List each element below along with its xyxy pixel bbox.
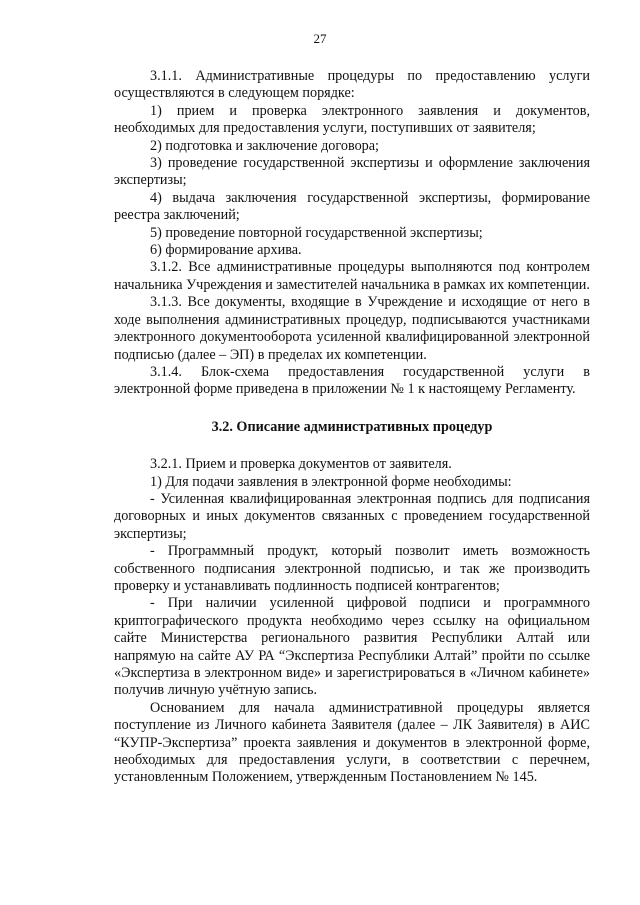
list-item: 3) проведение государственной экспертизы и оформление заключения экспертизы; — [114, 155, 590, 189]
paragraph-3-1-2: 3.1.2. Все административные процедуры выполняются под контролем начальника Учреждения и заместителей начальника в рамках их компетенции. — [114, 259, 590, 293]
document-body — [114, 68, 590, 787]
list-item: 5) проведение повторной государственной экспертизы; — [150, 224, 483, 241]
paragraph-3-2-1: 3.2.1. Прием и проверка документов от заявителя. — [150, 456, 452, 473]
paragraph-3-1-1: 3.1.1. Административные процедуры по предоставлению услуги осуществляются в следующем порядке: — [114, 68, 590, 102]
list-item: 2) подготовка и заключение договора; — [150, 137, 379, 154]
list-item: 6) формирование архива. — [150, 242, 302, 259]
bullet-item: - Программный продукт, который позволит иметь возможность собственного подписания электронной подписью, и так же производить проверку и устанавливать подлинность подписей контрагентов; — [114, 543, 590, 594]
paragraph-3-1-4: 3.1.4. Блок-схема предоставления государственной услуги в электронной форме приведена в приложении № 1 к настоящему Регламенту. — [114, 363, 590, 398]
page-number: 27 — [313, 31, 327, 46]
bullet-item: - Усиленная квалифицированная электронная подпись для подписания договорных и иных документов связанных с проведением государственной экспертизы; — [114, 490, 590, 542]
list-item: 1) прием и проверка электронного заявления и документов, необходимых для предоставления услуги, поступивших от заявителя; — [114, 102, 590, 137]
section-heading-3-2: 3.2. Описание административных процедур — [211, 418, 493, 435]
list-item: 4) выдача заключения государственной экспертизы, формирование реестра заключений; — [114, 189, 590, 224]
bullet-item: - При наличии усиленной цифровой подписи и программного криптографического продукта необходимо через ссылку на официальном сайте Министерства регионального развития Республики Алтай или напрямую на сайте АУ РА “Экспертиза Республики Алтай” пройти по ссылке «Экспертиза в электронном виде» и зарегистрироваться в «Личном кабинете» получив личную учётную запись. — [114, 595, 590, 699]
paragraph-basis: Основанием для начала административной процедуры является поступление из Личного кабинета Заявителя (далее – ЛК Заявителя) в АИС “КУПР-Экспертиза” проекта заявления и документов в электронной форме, необходимых для предоставления услуги, в соответствии с перечнем, установленным Положением, утвержденным Постановлением № 145. — [114, 699, 590, 786]
paragraph-3-1-3: 3.1.3. Все документы, входящие в Учреждение и исходящие от него в ходе выполнения административных процедур, подписываются участниками электронного документооборота усиленной квалифицированной электронной подписью (далее – ЭП) в пределах их компетенции. — [114, 294, 590, 363]
paragraph-requirements-intro: 1) Для подачи заявления в электронной форме необходимы: — [150, 473, 512, 490]
